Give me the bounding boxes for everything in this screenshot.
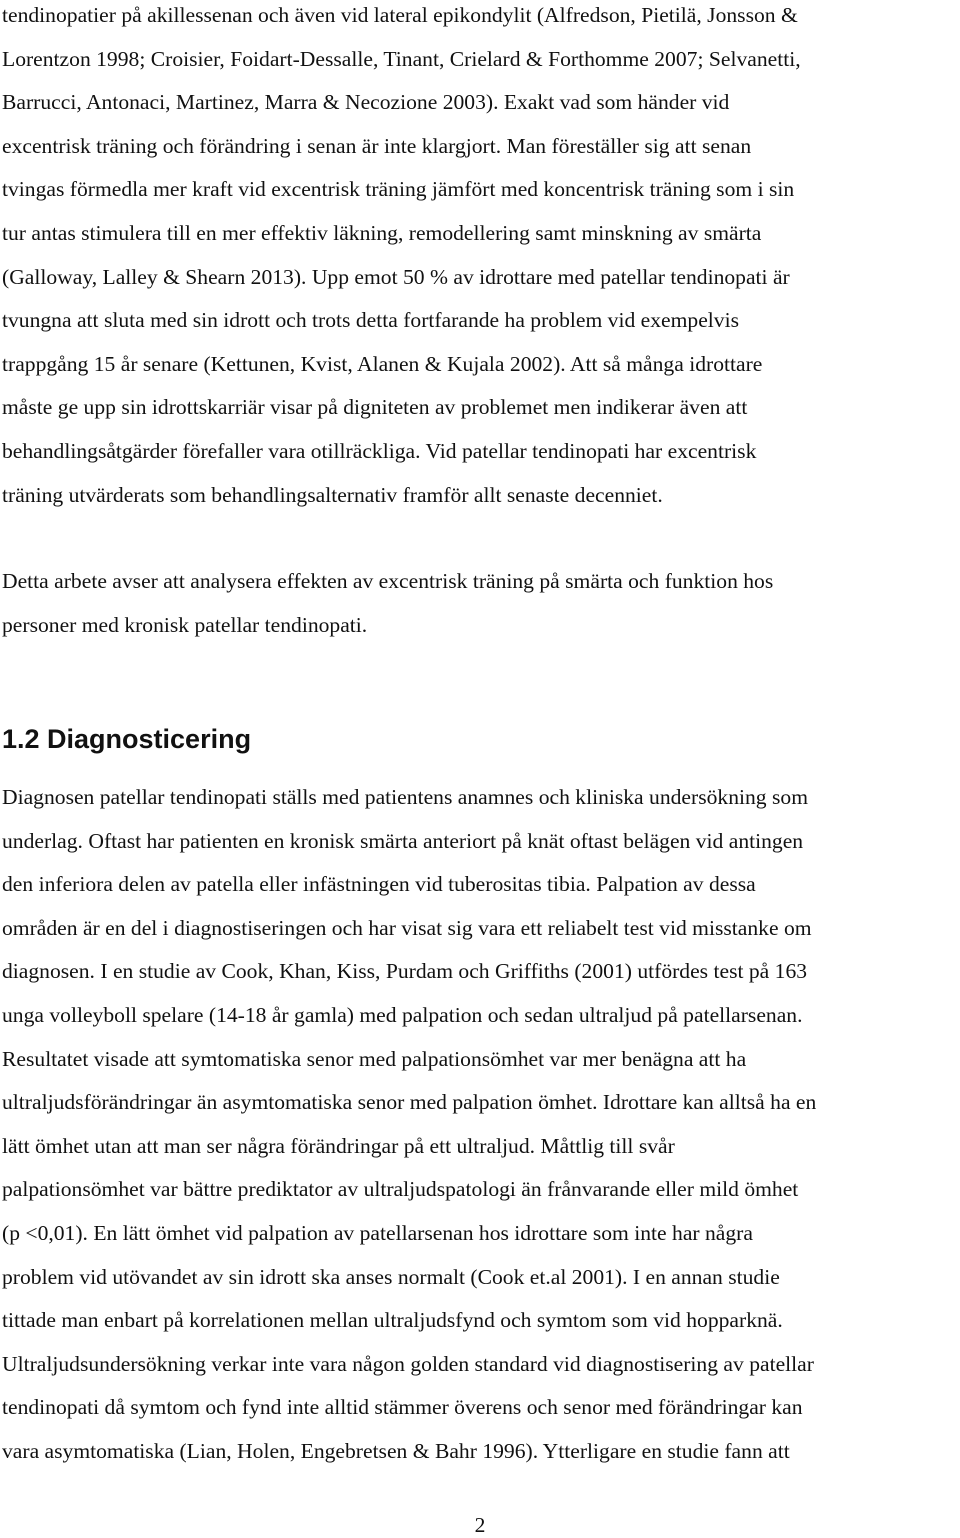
text-line: personer med kronisk patellar tendinopati. — [2, 613, 368, 637]
text-line: (p <0,01). En lätt ömhet vid palpation av patellarsenan hos idrottare som inte har några — [2, 1220, 753, 1245]
text-line: diagnosen. I en studie av Cook, Khan, Kiss, Purdam och Griffiths (2001) utfördes test på 163 — [2, 959, 808, 984]
text-line: problem vid utövandet av sin idrott ska anses normalt (Cook et.al 2001). I en annan studie — [2, 1264, 780, 1289]
text-line: tendinopati då symtom och fynd inte alltid stämmer överens och senor med förändringar kan — [2, 1395, 803, 1420]
text-line: vara asymtomatiska (Lian, Holen, Engebretsen & Bahr 1996). Ytterligare en studie fann att — [2, 1438, 790, 1463]
text-line: den inferiora delen av patella eller infästningen vid tuberositas tibia. Palpation av dessa — [2, 872, 756, 897]
text-line: tendinopatier på akillessenan och även vid lateral epikondylit (Alfredson, Pietilä, Jonsson & — [2, 3, 798, 27]
paragraph-aim — [2, 566, 773, 654]
text-line: (Galloway, Lalley & Shearn 2013). Upp emot 50 % av idrottare med patellar tendinopati är — [2, 264, 790, 289]
text-line: Ultraljudsundersökning verkar inte vara någon golden standard vid diagnostisering av patellar — [2, 1351, 814, 1376]
text-line: Lorentzon 1998; Croisier, Foidart-Dessalle, Tinant, Crielard & Forthomme 2007; Selvanetti, — [2, 46, 801, 71]
section-heading: 1.2 Diagnosticering — [2, 724, 252, 754]
text-line: tvungna att sluta med sin idrott och trots detta fortfarande ha problem vid exempelvis — [2, 308, 739, 333]
text-line: behandlingsåtgärder förefaller vara otillräckliga. Vid patellar tendinopati har excentrisk — [2, 438, 757, 463]
text-line: ultraljudsförändringar än asymtomatiska senor med palpation ömhet. Idrottare kan alltså ha en — [2, 1090, 817, 1115]
text-line: excentrisk träning och förändring i senan är inte klargjort. Man föreställer sig att senan — [2, 133, 752, 158]
paragraph-diagnosis — [2, 782, 816, 1480]
text-line: måste ge upp sin idrottskarriär visar på digniteten av problemet men indikerar även att — [2, 395, 748, 420]
text-line: Barrucci, Antonaci, Martinez, Marra & Necozione 2003). Exakt vad som händer vid — [2, 90, 730, 115]
text-line: unga volleyboll spelare (14-18 år gamla) med palpation och sedan ultraljud på patellarsenan. — [2, 1002, 803, 1027]
text-line: palpationsömhet var bättre prediktator av ultraljudspatologi än frånvarande eller mild ömhet — [2, 1177, 799, 1202]
text-line: Resultatet visade att symtomatiska senor med palpationsömhet var mer benägna att ha — [2, 1046, 747, 1071]
text-line: områden är en del i diagnostiseringen och har visat sig vara ett reliabelt test vid misstanke om — [2, 915, 812, 940]
text-line: trappgång 15 år senare (Kettunen, Kvist, Alanen & Kujala 2002). Att så många idrottare — [2, 351, 763, 376]
page-number: 2 — [474, 1513, 486, 1537]
text-line: lätt ömhet utan att man ser några förändringar på ett ultraljud. Måttlig till svår — [2, 1133, 675, 1158]
text-line: Diagnosen patellar tendinopati ställs med patientens anamnes och kliniska undersökning som — [2, 785, 808, 809]
text-line: tittade man enbart på korrelationen mellan ultraljudsfynd och symtom som vid hopparknä. — [2, 1308, 783, 1333]
text-line: tvingas förmedla mer kraft vid excentrisk träning jämfört med koncentrisk träning som i sin — [2, 177, 795, 202]
text-line: Detta arbete avser att analysera effekten av excentrisk träning på smärta och funktion hos — [2, 569, 774, 593]
text-line: underlag. Oftast har patienten en kronisk smärta anteriort på knät oftast belägen vid antingen — [2, 828, 804, 853]
paragraph-eccentric-training — [2, 0, 801, 523]
text-line: träning utvärderats som behandlingsalternativ framför allt senaste decenniet. — [2, 482, 663, 507]
text-line: tur antas stimulera till en mer effektiv läkning, remodellering samt minskning av smärta — [2, 220, 762, 245]
